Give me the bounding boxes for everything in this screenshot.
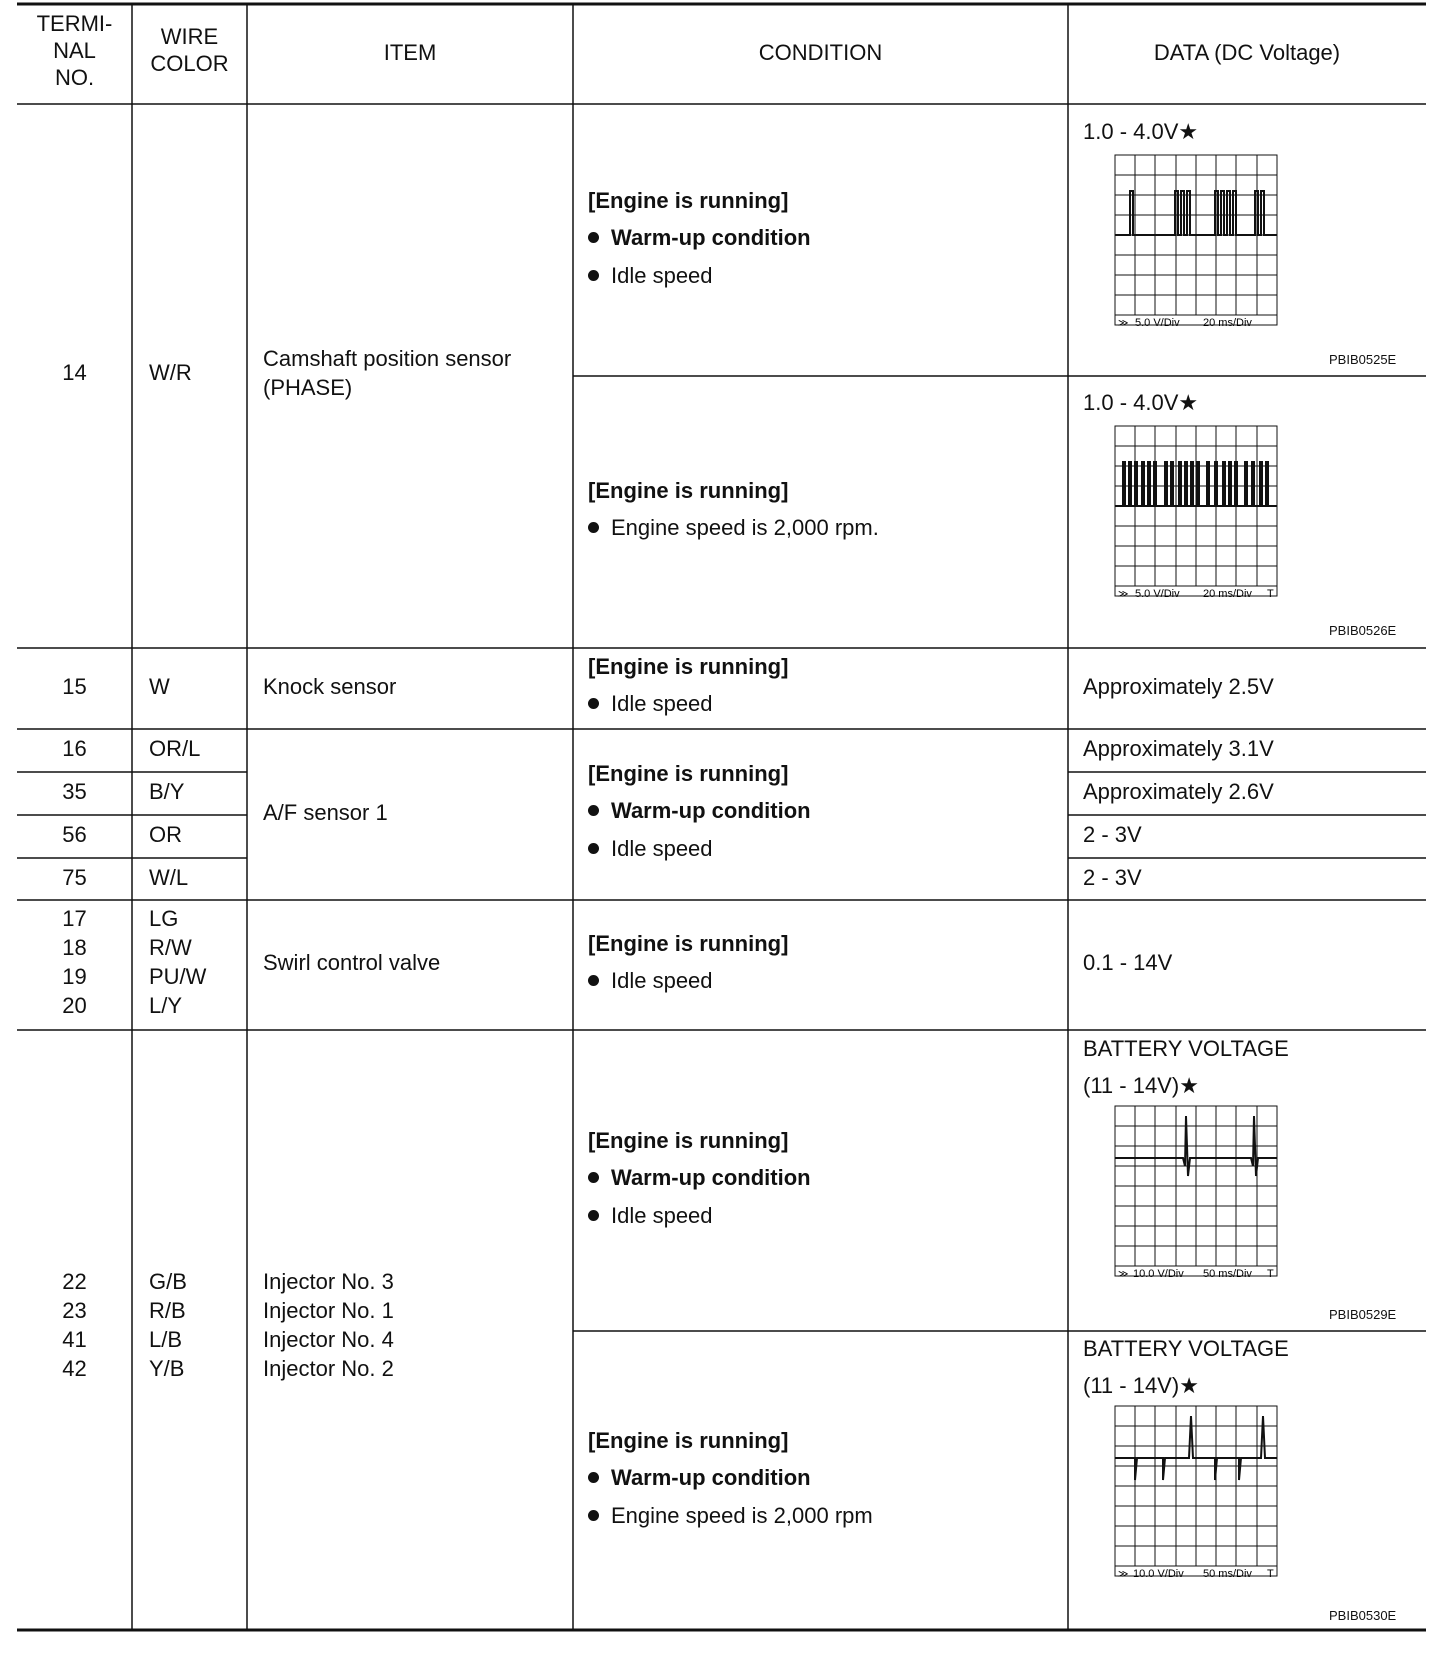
wire-color: W/L <box>149 865 189 890</box>
data-value: Approximately 2.5V <box>1083 674 1274 699</box>
terminal-no: 17 <box>62 906 87 931</box>
star-icon: ★ <box>1178 390 1199 415</box>
volt-scale-label: 10.0 V/Div <box>1133 1268 1184 1280</box>
header-data: DATA (DC Voltage) <box>1153 40 1341 65</box>
data-value-text: (11 - 14V) <box>1083 1073 1180 1098</box>
condition-heading: [Engine is running] <box>588 931 789 956</box>
star-icon: ★ <box>1179 1073 1199 1098</box>
condition-heading: [Engine is running] <box>588 654 789 679</box>
wire-color: OR <box>149 822 182 847</box>
data-value: Approximately 3.1V <box>1083 736 1274 761</box>
header-wire-line: COLOR <box>150 51 229 76</box>
volt-scale-label: 10.0 V/Div <box>1133 1568 1184 1580</box>
condition-bullet: Idle speed <box>588 968 713 994</box>
volt-scale-label: 5.0 V/Div <box>1135 317 1180 329</box>
wire-color: G/B <box>149 1269 187 1294</box>
header-wire-line: WIRE <box>160 24 219 49</box>
wire-color: PU/W <box>149 964 207 989</box>
waveform-figure-a <box>1115 155 1277 329</box>
figure-code: PBIB0526E <box>1329 623 1397 638</box>
condition-bullet: Engine speed is 2,000 rpm <box>588 1503 873 1529</box>
header-condition: CONDITION <box>758 40 883 65</box>
condition-bullet: Warm-up condition <box>588 798 811 824</box>
condition-heading: [Engine is running] <box>588 1428 789 1453</box>
terminal-no: 20 <box>62 993 87 1018</box>
item-name: Knock sensor <box>263 674 397 699</box>
wire-color: B/Y <box>149 779 185 804</box>
condition-bullet: Warm-up condition <box>588 225 811 251</box>
terminal-no: 42 <box>62 1356 87 1381</box>
star-icon: ★ <box>1178 119 1199 144</box>
condition-bullet: Idle speed <box>588 263 713 289</box>
wire-color: L/Y <box>149 993 183 1018</box>
volt-scale-label: 5.0 V/Div <box>1135 588 1180 600</box>
condition-bullet: Engine speed is 2,000 rpm. <box>588 515 879 541</box>
item-name: Injector No. 1 <box>263 1298 394 1323</box>
time-scale-label: 20 ms/Div <box>1203 317 1252 329</box>
terminal-no: 16 <box>62 736 87 761</box>
trigger-label: T <box>1267 1268 1274 1280</box>
terminal-no: 41 <box>62 1327 87 1352</box>
scroll-arrow-icon: ≫ <box>1118 318 1129 329</box>
data-value: BATTERY VOLTAGE <box>1083 1036 1289 1061</box>
figure-code: PBIB0529E <box>1329 1307 1397 1322</box>
item-name: Swirl control valve <box>263 950 441 975</box>
header-terminal-line: NO. <box>54 65 95 90</box>
wire-color: W/R <box>149 360 192 385</box>
time-scale-label: 50 ms/Div <box>1203 1268 1252 1280</box>
condition-bullet: Idle speed <box>588 1203 713 1229</box>
condition-bullet: Warm-up condition <box>588 1165 811 1191</box>
item-name: Camshaft position sensor <box>263 346 512 371</box>
condition-bullet: Idle speed <box>588 691 713 717</box>
wire-color: R/W <box>149 935 192 960</box>
condition-heading: [Engine is running] <box>588 188 789 213</box>
data-value: Approximately 2.6V <box>1083 779 1274 804</box>
item-name: Injector No. 3 <box>263 1269 394 1294</box>
condition-heading: [Engine is running] <box>588 1128 789 1153</box>
scroll-arrow-icon: ≫ <box>1118 1269 1129 1280</box>
wire-color: OR/L <box>149 736 201 761</box>
data-value-text: 1.0 - 4.0V <box>1083 390 1179 415</box>
data-value-text: (11 - 14V) <box>1083 1373 1180 1398</box>
terminal-no: 56 <box>62 822 87 847</box>
item-name: Injector No. 2 <box>263 1356 394 1381</box>
condition-bullet: Idle speed <box>588 836 713 862</box>
item-name: Injector No. 4 <box>263 1327 394 1352</box>
time-scale-label: 50 ms/Div <box>1203 1568 1252 1580</box>
figure-code: PBIB0530E <box>1329 1608 1397 1623</box>
data-value-text: 1.0 - 4.0V <box>1083 119 1179 144</box>
waveform-figure-c <box>1115 1106 1277 1280</box>
wire-color: LG <box>149 906 179 931</box>
figure-code: PBIB0525E <box>1329 352 1397 367</box>
data-value: 2 - 3V <box>1083 822 1142 847</box>
scroll-arrow-icon: ≫ <box>1118 589 1129 600</box>
terminal-no: 35 <box>62 779 87 804</box>
wire-color: L/B <box>149 1327 183 1352</box>
condition-heading: [Engine is running] <box>588 478 789 503</box>
scroll-arrow-icon: ≫ <box>1118 1569 1129 1580</box>
wire-color: W <box>149 674 170 699</box>
time-scale-label: 20 ms/Div <box>1203 588 1252 600</box>
header-terminal-line: NAL <box>53 38 96 63</box>
header-terminal-line: TERMI- <box>36 11 113 36</box>
star-icon: ★ <box>1179 1373 1199 1398</box>
data-value: BATTERY VOLTAGE <box>1083 1336 1289 1361</box>
condition-bullet: Warm-up condition <box>588 1465 811 1491</box>
wire-color: Y/B <box>149 1356 185 1381</box>
terminal-no: 22 <box>62 1269 87 1294</box>
terminal-no: 14 <box>62 360 87 385</box>
waveform-figure-d <box>1115 1406 1277 1580</box>
condition-heading: [Engine is running] <box>588 761 789 786</box>
item-name: (PHASE) <box>263 375 353 400</box>
trigger-label: T <box>1267 588 1274 600</box>
wire-color: R/B <box>149 1298 186 1323</box>
header-item: ITEM <box>383 40 437 65</box>
terminal-no: 18 <box>62 935 87 960</box>
terminal-no: 75 <box>62 865 87 890</box>
waveform-figure-b <box>1115 426 1277 600</box>
data-value: 0.1 - 14V <box>1083 950 1173 975</box>
item-name: A/F sensor 1 <box>263 800 388 825</box>
data-value: 2 - 3V <box>1083 865 1142 890</box>
terminal-no: 19 <box>62 964 87 989</box>
terminal-no: 15 <box>62 674 87 699</box>
trigger-label: T <box>1267 1568 1274 1580</box>
terminal-no: 23 <box>62 1298 87 1323</box>
